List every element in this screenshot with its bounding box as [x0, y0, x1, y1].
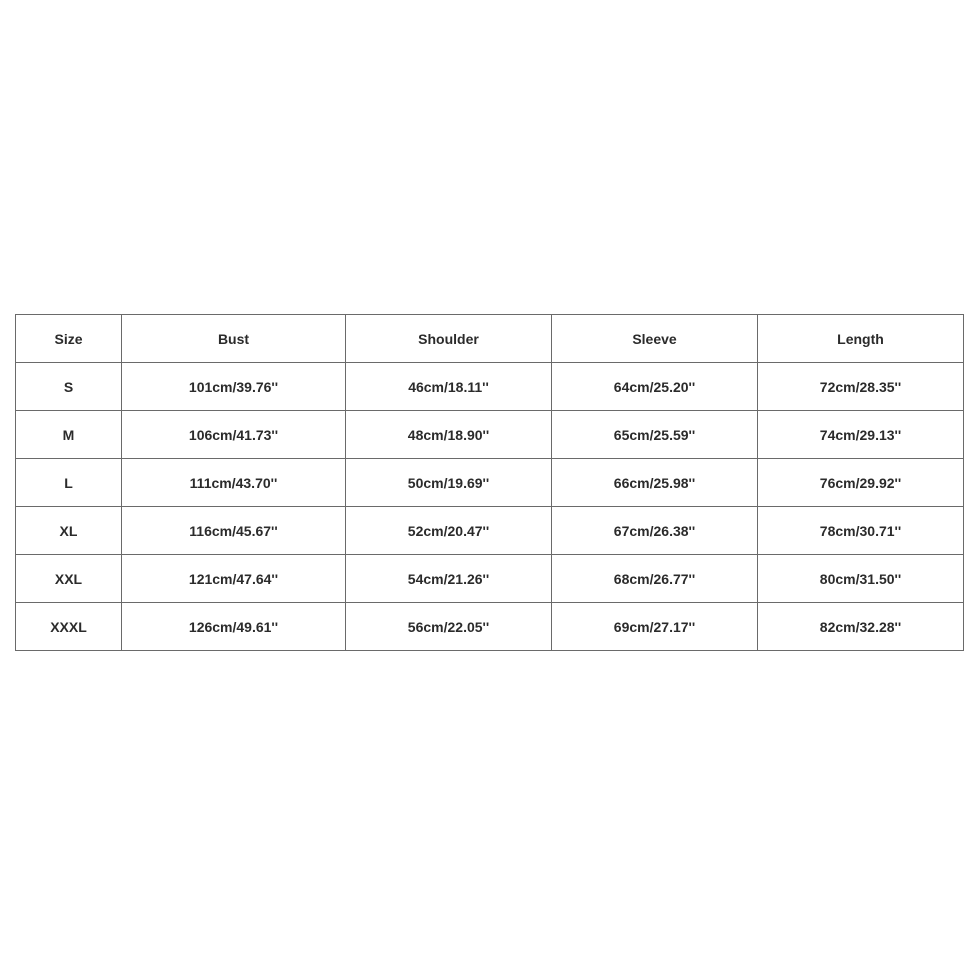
- shoulder-cell: 56cm/22.05'': [346, 603, 552, 651]
- length-cell: 74cm/29.13'': [758, 411, 964, 459]
- size-cell: XXL: [16, 555, 122, 603]
- shoulder-cell: 52cm/20.47'': [346, 507, 552, 555]
- bust-cell: 126cm/49.61'': [122, 603, 346, 651]
- header-size: Size: [16, 315, 122, 363]
- bust-cell: 106cm/41.73'': [122, 411, 346, 459]
- header-row: [16, 315, 964, 363]
- shoulder-cell: 46cm/18.11'': [346, 363, 552, 411]
- length-cell: 76cm/29.92'': [758, 459, 964, 507]
- size-cell: XXXL: [16, 603, 122, 651]
- table-row: [16, 555, 964, 603]
- size-chart-table: [15, 314, 964, 651]
- table-row: [16, 603, 964, 651]
- header-sleeve: Sleeve: [552, 315, 758, 363]
- bust-cell: 101cm/39.76'': [122, 363, 346, 411]
- header-shoulder: Shoulder: [346, 315, 552, 363]
- length-cell: 80cm/31.50'': [758, 555, 964, 603]
- shoulder-cell: 54cm/21.26'': [346, 555, 552, 603]
- sleeve-cell: 68cm/26.77'': [552, 555, 758, 603]
- sleeve-cell: 64cm/25.20'': [552, 363, 758, 411]
- table-row: [16, 459, 964, 507]
- sleeve-cell: 66cm/25.98'': [552, 459, 758, 507]
- length-cell: 78cm/30.71'': [758, 507, 964, 555]
- bust-cell: 116cm/45.67'': [122, 507, 346, 555]
- table-row: [16, 411, 964, 459]
- shoulder-cell: 50cm/19.69'': [346, 459, 552, 507]
- sleeve-cell: 65cm/25.59'': [552, 411, 758, 459]
- bust-cell: 111cm/43.70'': [122, 459, 346, 507]
- length-cell: 82cm/32.28'': [758, 603, 964, 651]
- table-row: [16, 363, 964, 411]
- table-row: [16, 507, 964, 555]
- sleeve-cell: 69cm/27.17'': [552, 603, 758, 651]
- sleeve-cell: 67cm/26.38'': [552, 507, 758, 555]
- shoulder-cell: 48cm/18.90'': [346, 411, 552, 459]
- size-cell: M: [16, 411, 122, 459]
- header-length: Length: [758, 315, 964, 363]
- size-cell: XL: [16, 507, 122, 555]
- bust-cell: 121cm/47.64'': [122, 555, 346, 603]
- size-cell: S: [16, 363, 122, 411]
- length-cell: 72cm/28.35'': [758, 363, 964, 411]
- header-bust: Bust: [122, 315, 346, 363]
- size-cell: L: [16, 459, 122, 507]
